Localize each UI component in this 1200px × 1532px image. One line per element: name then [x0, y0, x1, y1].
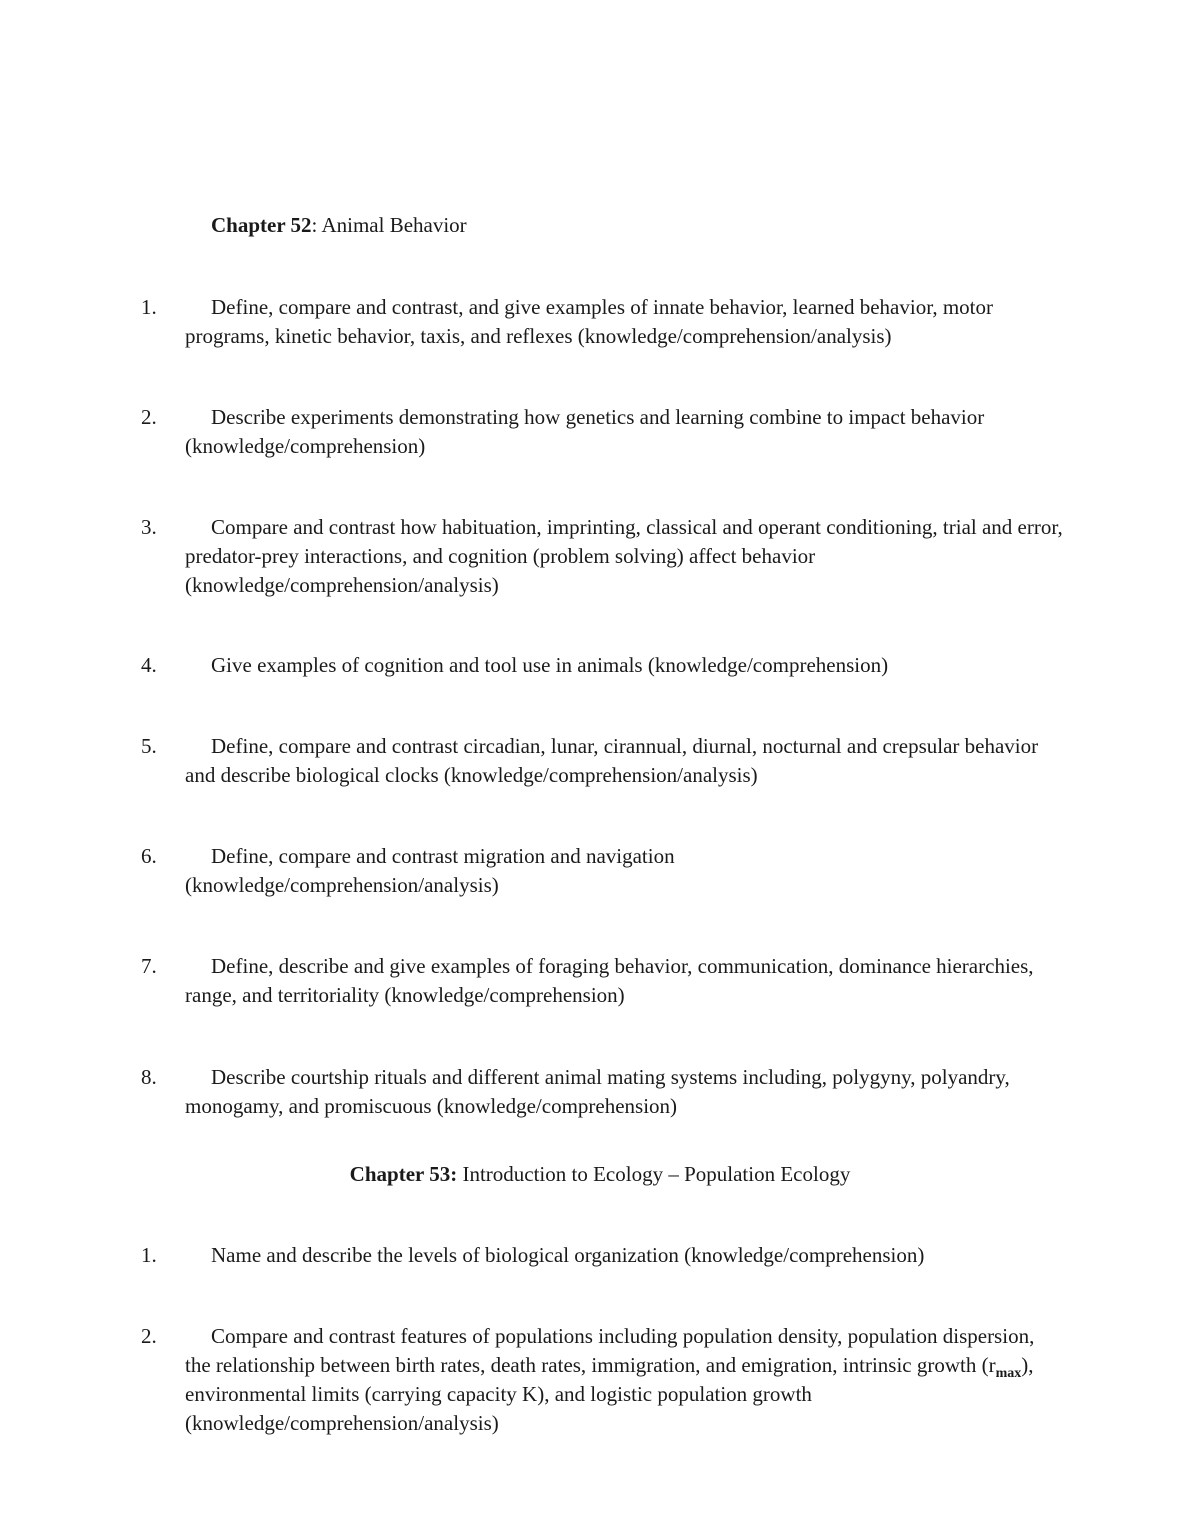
objective-text: Name and describe the levels of biological organization (knowledge/comprehension) [211, 1243, 925, 1267]
objective-number: 2. [141, 1324, 157, 1348]
chapter-53-title: Introduction to Ecology – Population Ecology [457, 1162, 851, 1186]
chapter-52-title: : Animal Behavior [311, 213, 467, 237]
objective-text: Define, describe and give examples of foraging behavior, communication, dominance hierarchies, range, and territoriality (knowledge/comprehension) [185, 954, 1034, 1007]
objective-text [185, 1322, 1065, 1438]
objective-text-before: Compare and contrast features of populations including population density, population dispersion, the relationship between birth rates, death rates, immigration, and emigration, intrinsic growth (r [185, 1324, 1035, 1377]
objective-number: 8. [141, 1065, 157, 1089]
objective-number: 7. [141, 954, 157, 978]
objective-number: 6. [141, 844, 157, 868]
objective-text-after: ), environmental limits (carrying capacity K), and logistic population growth (knowledge/comprehension/analysis) [185, 1353, 1034, 1435]
chapter-52-number: Chapter 52 [211, 213, 312, 237]
objective-number: 2. [141, 405, 157, 429]
objective-text: Give examples of cognition and tool use in animals (knowledge/comprehension) [211, 653, 889, 677]
objective-number: 3. [141, 515, 157, 539]
objective-number: 4. [141, 653, 157, 677]
chapter-53-heading [0, 1160, 1200, 1189]
objective-text: Compare and contrast how habituation, imprinting, classical and operant conditioning, trial and error, predator-prey interactions, and cognition (problem solving) affect behavior (knowledge/comprehension/analysis) [185, 515, 1063, 597]
chapter-53-number: Chapter 53: [349, 1162, 458, 1186]
objective-text: Define, compare and contrast migration and navigation (knowledge/comprehension/analysis) [185, 844, 675, 897]
objective-text: Describe experiments demonstrating how genetics and learning combine to impact behavior (knowledge/comprehension) [185, 405, 985, 458]
rmax-subscript: max [995, 1366, 1022, 1381]
objective-text: Describe courtship rituals and different animal mating systems including, polygyny, polyandry, monogamy, and promiscuous (knowledge/comprehension) [185, 1065, 1010, 1118]
objective-text: Define, compare and contrast circadian, lunar, cirannual, diurnal, nocturnal and crepsular behavior and describe biological clocks (knowledge/comprehension/analysis) [185, 734, 1039, 787]
objective-text: Define, compare and contrast, and give examples of innate behavior, learned behavior, motor programs, kinetic behavior, taxis, and reflexes (knowledge/comprehension/analysis) [185, 295, 994, 348]
chapter-52-heading [211, 211, 467, 240]
objective-number: 1. [141, 1243, 157, 1267]
objective-number: 5. [141, 734, 157, 758]
objective-number: 1. [141, 295, 157, 319]
